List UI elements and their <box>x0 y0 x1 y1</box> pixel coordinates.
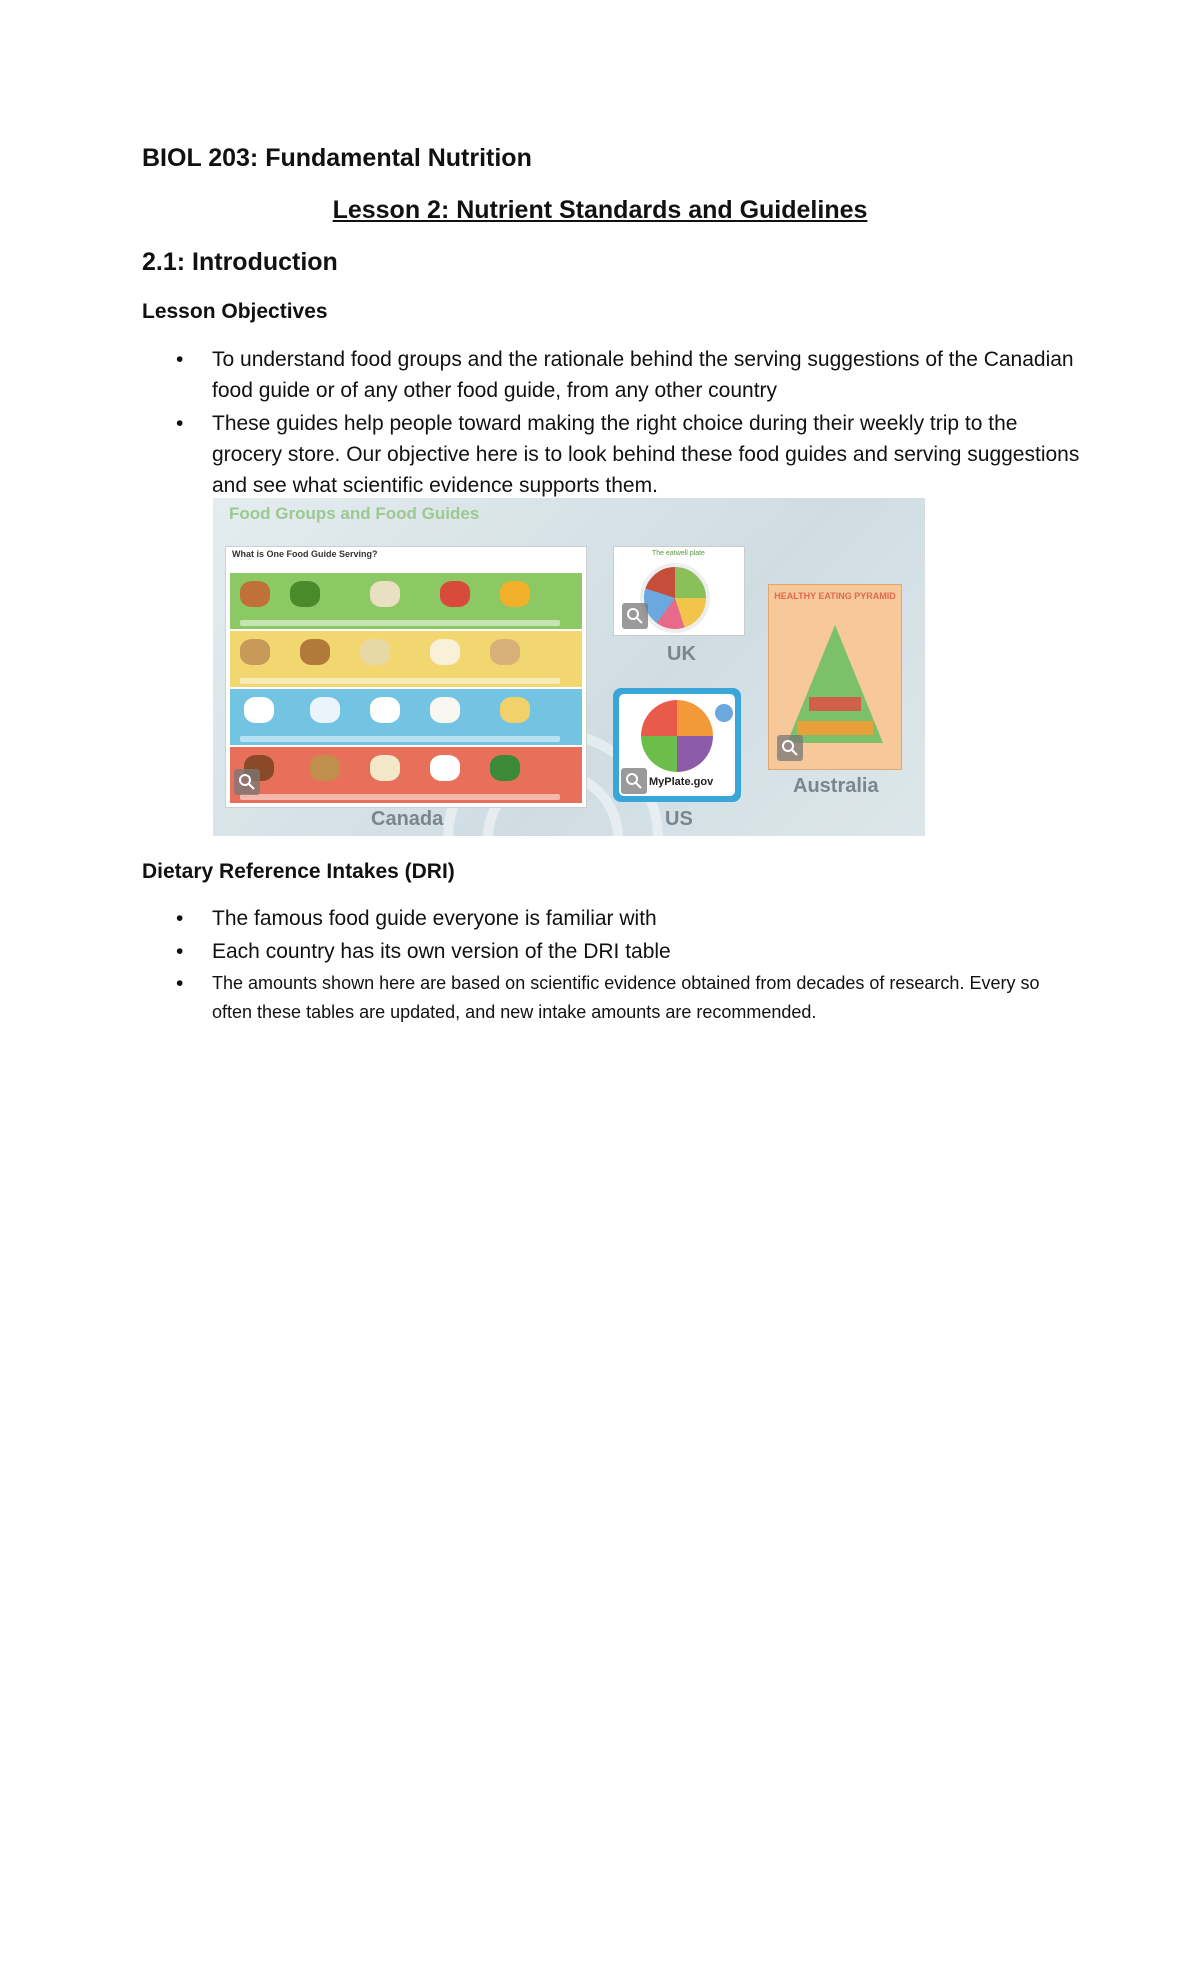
course-title: BIOL 203: Fundamental Nutrition <box>142 144 532 172</box>
food-guides-figure <box>213 498 925 836</box>
objectives-heading: Lesson Objectives <box>142 300 328 323</box>
grain-products-band <box>230 631 582 687</box>
us-label: US <box>665 808 693 830</box>
aus-pyramid-title: HEALTHY EATING PYRAMID <box>774 591 896 601</box>
list-item: • The famous food guide everyone is familiar with <box>142 903 1082 934</box>
eatwell-plate-graphic <box>640 563 710 633</box>
section-title: 2.1: Introduction <box>142 248 338 276</box>
dri-heading: Dietary Reference Intakes (DRI) <box>142 860 455 883</box>
canada-guide-header: What is One Food Guide Serving? <box>232 549 378 559</box>
list-item: • Each country has its own version of the DRI table <box>142 936 1082 967</box>
myplate-brand: MyPlate.gov <box>649 776 714 788</box>
canada-label: Canada <box>371 808 444 830</box>
dri-note-list <box>142 969 1082 1029</box>
australia-food-guide-image[interactable] <box>768 584 902 770</box>
dairy-circle <box>715 704 733 722</box>
figure-title: Food Groups and Food Guides <box>229 504 480 523</box>
milk-alternatives-band <box>230 689 582 745</box>
us-food-guide-image[interactable] <box>613 688 741 802</box>
uk-plate-title: The eatwell plate <box>652 550 705 557</box>
list-item: • The amounts shown here are based on scientific evidence obtained from decades of research. Every so often these tables are updated, and new intake amounts are recommended. <box>142 969 1082 1027</box>
objectives-list <box>142 344 1082 503</box>
myplate-graphic <box>641 700 713 772</box>
meat-alternatives-band <box>230 747 582 803</box>
uk-label: UK <box>667 643 696 665</box>
vegetables-fruit-band <box>230 573 582 629</box>
list-item: • These guides help people toward making the right choice during their weekly trip to the grocery store. Our objective here is to look behind these food guides and serving suggestions and see what scientific evidence supports them. <box>142 408 1082 501</box>
dri-list <box>142 903 1082 969</box>
zoom-icon[interactable] <box>777 735 803 761</box>
list-item: • To understand food groups and the rationale behind the serving suggestions of the Canadian food guide or of any other food guide, from any other country <box>142 344 1082 406</box>
canada-food-guide-image[interactable] <box>225 546 587 808</box>
lesson-title: Lesson 2: Nutrient Standards and Guidelines <box>332 196 868 224</box>
australia-label: Australia <box>793 775 879 797</box>
zoom-icon[interactable] <box>622 603 648 629</box>
zoom-icon[interactable] <box>621 768 647 794</box>
zoom-icon[interactable] <box>234 769 260 795</box>
uk-food-guide-image[interactable] <box>613 546 745 636</box>
